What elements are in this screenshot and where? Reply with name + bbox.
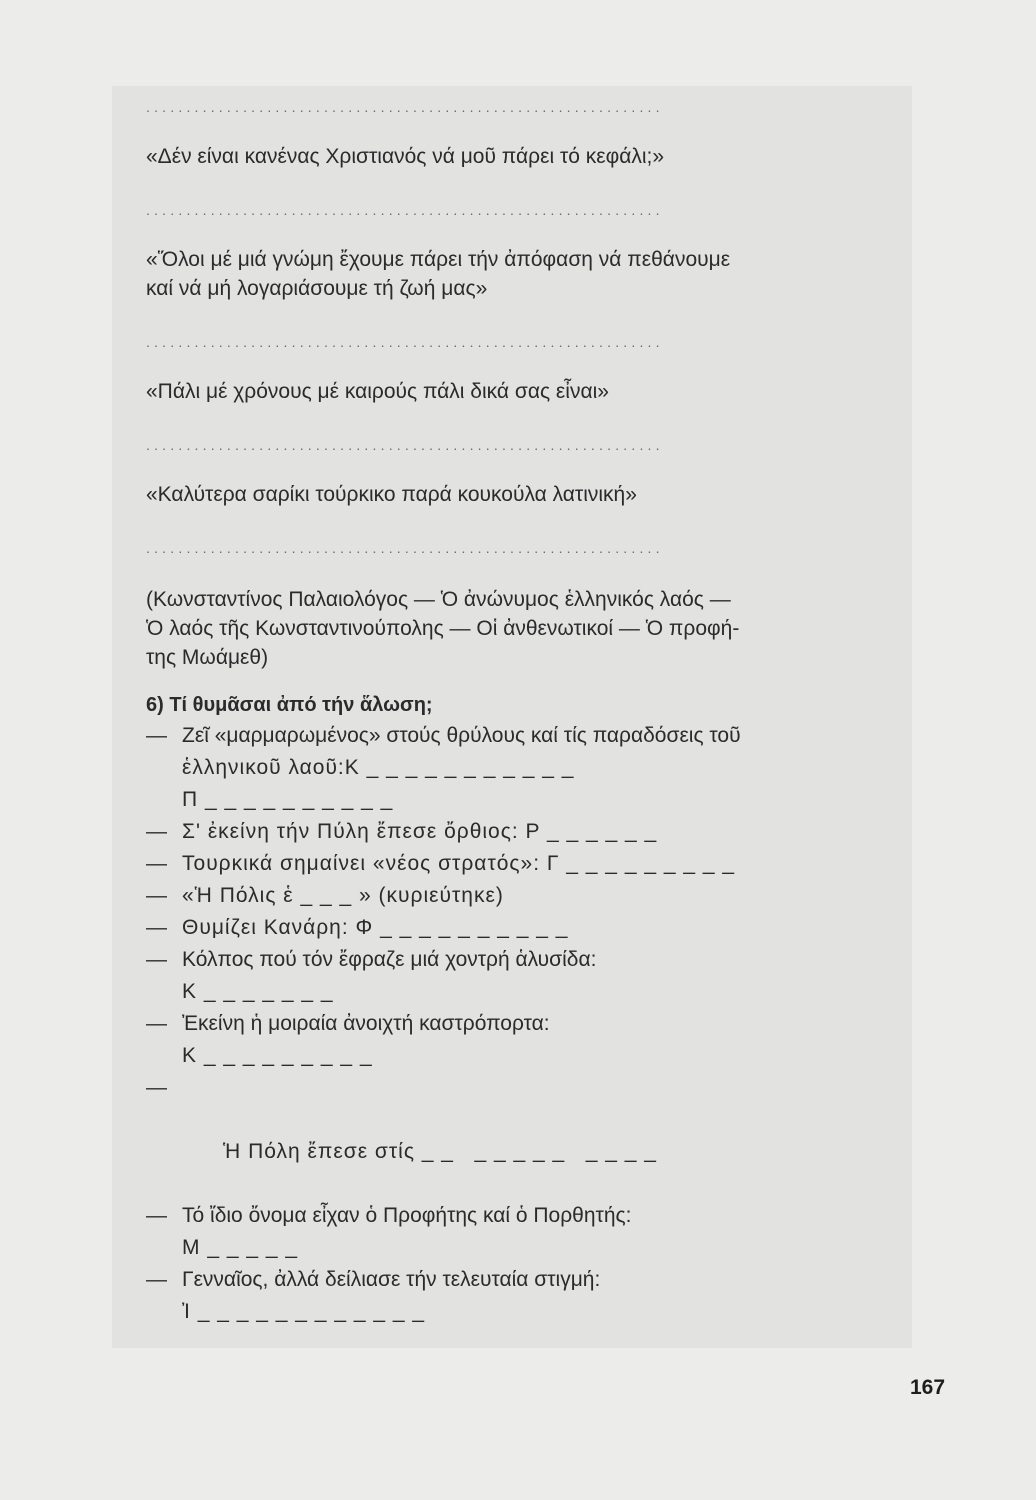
options-line: Ὁ λαός τῆς Κωνσταντινούπολης — Οἱ ἀνθενωτικοί — Ὁ προφή-	[146, 617, 740, 640]
answer-blank: ἑλληνικοῦ λαοῦ:Κ _ _ _ _ _ _ _ _ _ _ _	[182, 756, 575, 779]
page-number: 167	[910, 1376, 946, 1399]
answer-blank: Κ _ _ _ _ _ _ _ _ _	[182, 1044, 373, 1067]
question-text: «Ἡ Πόλις ἑ _ _ _ » (κυριεύτηκε)	[182, 884, 504, 907]
quote-line: καί νά μή λογαριάσουμε τή ζωή μας»	[146, 277, 488, 300]
question-text: Κόλπος πού τόν ἔφραζε μιά χοντρή ἁλυσίδα:	[182, 948, 597, 971]
question-item	[146, 944, 926, 976]
question-item	[146, 880, 926, 912]
answer-line: ................................................................	[146, 99, 664, 115]
dash-marker: —	[146, 724, 167, 747]
quote-line: «Δέν είναι κανένας Χριστιανός νά μοῦ πάρει τό κεφάλι;»	[146, 145, 665, 168]
dash-marker: —	[146, 852, 168, 875]
options-line: της Μωάμεθ)	[146, 646, 269, 669]
document-content	[146, 96, 926, 1328]
dash-marker: —	[146, 884, 168, 907]
question-text: Ἐκείνη ἡ μοιραία ἀνοιχτή καστρόπορτα:	[182, 1012, 550, 1035]
question-text: Σ' ἐκείνη τήν Πύλη ἔπεσε ὄρθιος: Ρ _ _ _ _ _ _	[182, 820, 658, 843]
answer-blank: Κ _ _ _ _ _ _ _	[182, 980, 334, 1003]
dash-marker: —	[146, 916, 168, 939]
answer-options	[146, 585, 926, 672]
quote-4	[146, 480, 926, 509]
question-item	[146, 848, 926, 880]
question-item	[146, 1200, 926, 1232]
answer-line: ................................................................	[146, 334, 664, 350]
dash-marker: —	[146, 1012, 167, 1035]
answer-blank: Π _ _ _ _ _ _ _ _ _ _	[182, 788, 394, 811]
dash-marker: —	[146, 1204, 167, 1227]
question-text: Τό ἴδιο ὄνομα εἶχαν ὁ Προφήτης καί ὁ Πορθητής:	[182, 1204, 632, 1227]
question-list	[146, 720, 926, 1328]
quote-2	[146, 245, 926, 303]
dash-marker: —	[146, 820, 168, 843]
question-text: Θυμίζει Κανάρη: Φ _ _ _ _ _ _ _ _ _ _	[182, 916, 569, 939]
question-text: Γενναῖος, ἀλλά δείλιασε τήν τελευταία στιγμή:	[182, 1268, 601, 1291]
answer-line: ................................................................	[146, 540, 664, 556]
question-item	[146, 816, 926, 848]
section-heading: 6) Τί θυμᾶσαι ἀπό τήν ἅλωση;	[146, 694, 433, 716]
quote-line: «Πάλι μέ χρόνους μέ καιρούς πάλι δικά σας εἶναι»	[146, 380, 609, 403]
answer-line: ................................................................	[146, 437, 664, 453]
question-text: Ἡ Πόλη ἔπεσε στίς _ _ _ _ _ _ _ _ _ _ _	[223, 1140, 657, 1163]
question-text: Ζεῖ «μαρμαρωμένος» στούς θρύλους καί τίς παραδόσεις τοῦ	[182, 724, 741, 747]
answer-blank: Μ _ _ _ _ _	[182, 1236, 299, 1259]
quote-3	[146, 377, 926, 406]
question-item	[146, 720, 926, 752]
question-item	[146, 912, 926, 944]
answer-blank: Ἰ _ _ _ _ _ _ _ _ _ _ _ _	[182, 1300, 426, 1323]
question-text: Τουρκικά σημαίνει «νέος στρατός»: Γ _ _ _ _ _ _ _ _ _	[182, 852, 736, 875]
options-line: (Κωνσταντίνος Παλαιολόγος — Ὁ ἀνώνυμος ἑλληνικός λαός —	[146, 588, 731, 611]
quote-line: «Ὅλοι μέ μιά γνώμη ἔχουμε πάρει τήν ἀπόφαση νά πεθάνουμε	[146, 248, 731, 271]
dash-marker: —	[146, 1076, 168, 1099]
dash-marker: —	[146, 1268, 167, 1291]
quote-line: «Καλύτερα σαρίκι τούρκικο παρά κουκούλα λατινική»	[146, 483, 637, 506]
dash-marker: —	[146, 948, 167, 971]
quote-1	[146, 142, 926, 171]
answer-line: ................................................................	[146, 202, 664, 218]
question-item	[146, 1072, 926, 1200]
question-item	[146, 1008, 926, 1040]
question-item	[146, 1264, 926, 1296]
